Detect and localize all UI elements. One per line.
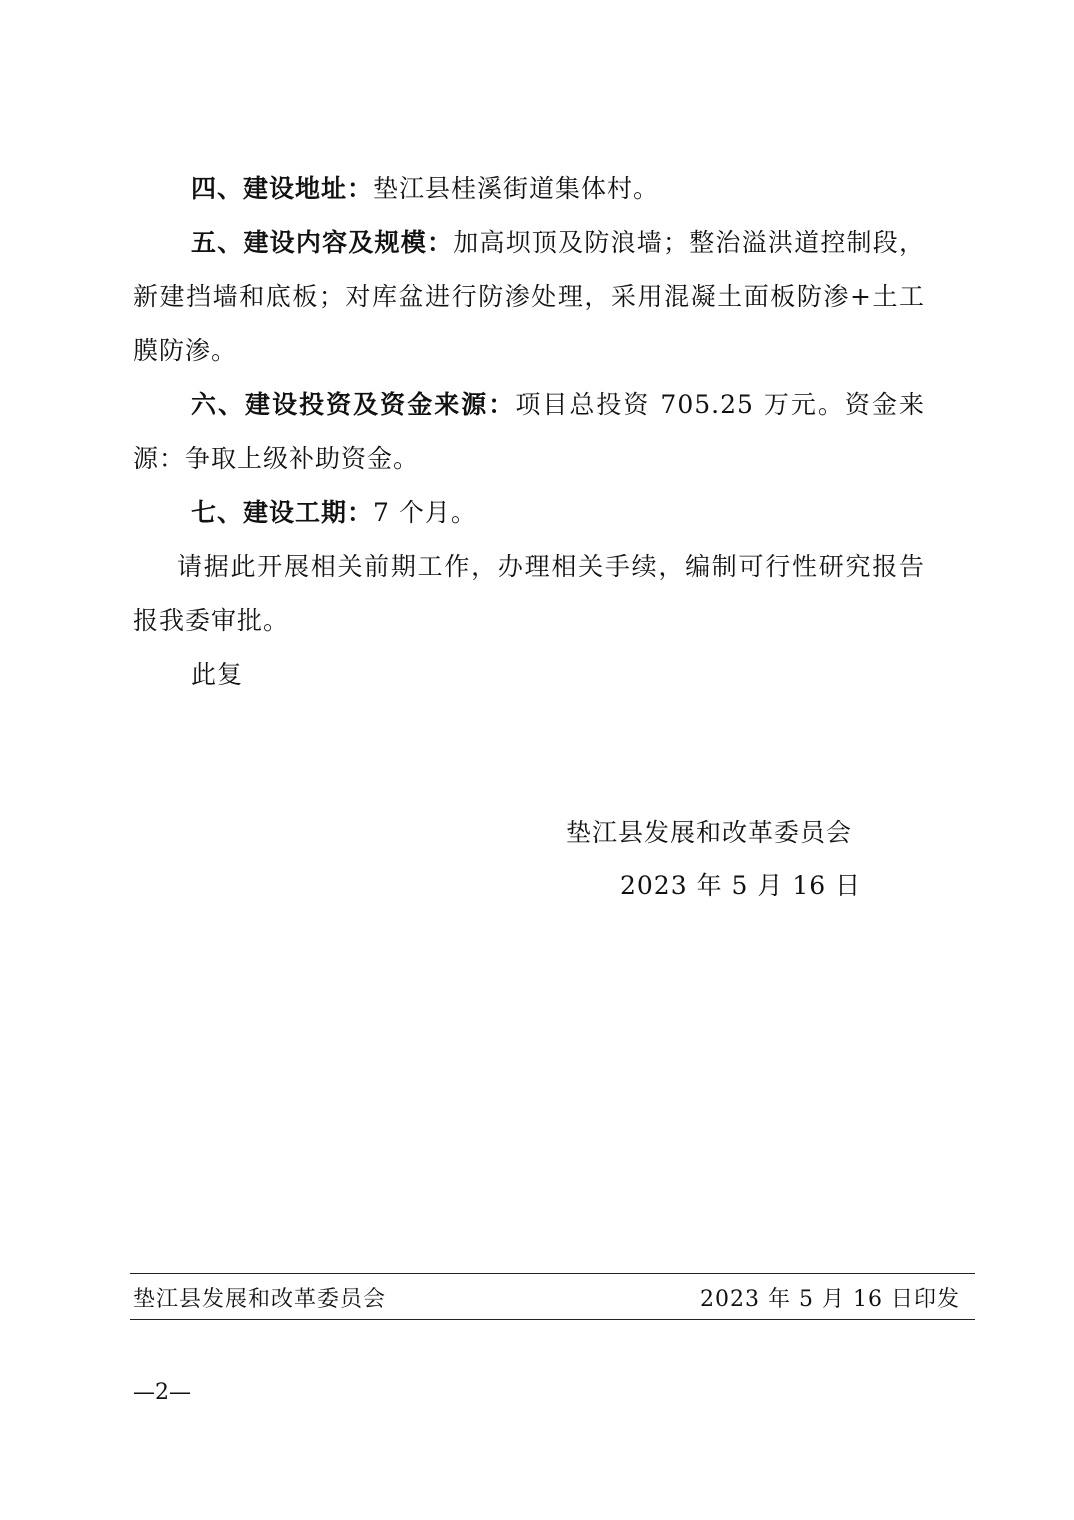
closing-text: 此复 [191, 660, 244, 689]
footer-date: 2023 年 5 月 16 日印发 [700, 1287, 960, 1312]
section-heading: 七、建设工期： [191, 498, 374, 527]
page-number: —2— [133, 1380, 191, 1405]
section-text: 项目总投资 705.25 万元。资金来源：争取上级补助资金。 [133, 390, 925, 473]
section-content-scale [133, 216, 925, 378]
closing-remark [133, 648, 925, 702]
section-heading: 六、建设投资及资金来源： [191, 390, 516, 419]
section-heading: 五、建设内容及规模： [191, 228, 454, 257]
section-investment [133, 378, 925, 486]
footer-bottom-rule [130, 1319, 975, 1320]
request-text: 请据此开展相关前期工作，办理相关手续，编制可行性研究报告报我委审批。 [133, 552, 925, 635]
section-address [133, 162, 925, 216]
signature-date: 2023 年 5 月 16 日 [620, 871, 862, 900]
section-heading: 四、建设地址： [191, 174, 374, 203]
section-text: 7 个月。 [373, 498, 477, 527]
section-duration [133, 486, 925, 540]
section-text: 加高坝顶及防浪墙；整治溢洪道控制段，新建挡墙和底板；对库盆进行防渗处理，采用混凝土面板防渗+土工膜防渗。 [133, 228, 925, 365]
footer-org: 垫江县发展和改革委员会 [133, 1287, 387, 1312]
section-text: 垫江县桂溪街道集体村。 [373, 174, 660, 203]
request-paragraph [133, 540, 925, 648]
footer-top-rule [130, 1273, 975, 1274]
signature-org: 垫江县发展和改革委员会 [566, 818, 853, 847]
